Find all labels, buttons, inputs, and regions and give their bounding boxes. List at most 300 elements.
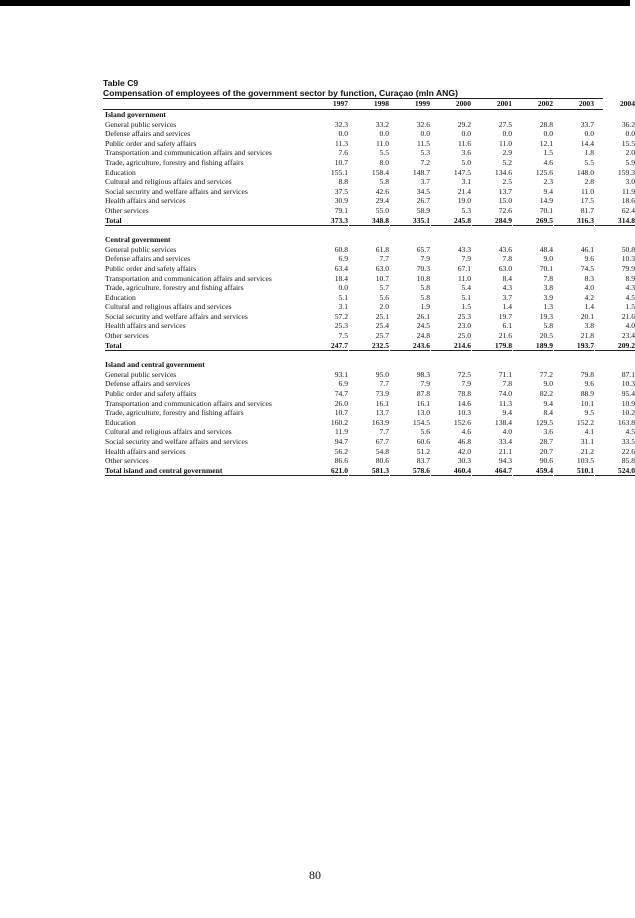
value-cell: 3.0 [625, 177, 635, 187]
value-cell: 3.8 [584, 321, 594, 331]
value-cell: 147.5 [453, 167, 471, 177]
value-cell: 18.6 [621, 196, 635, 206]
value-cell: 1.3 [543, 302, 553, 312]
value-cell: 62.4 [621, 205, 635, 215]
value-cell: 2.3 [543, 177, 553, 187]
value-cell: 8.4 [502, 273, 512, 283]
table-row [103, 389, 635, 399]
value-cell: 8.9 [625, 273, 635, 283]
table-id: Table C9 [103, 78, 139, 88]
row-label: Education [105, 167, 136, 177]
value-cell: 20.5 [539, 331, 553, 341]
value-cell: 134.6 [494, 167, 512, 177]
value-cell: 31.1 [580, 437, 594, 446]
value-cell: 5.5 [584, 157, 594, 167]
total-row [103, 215, 635, 226]
page-top-border [0, 0, 630, 6]
row-label: Trade, agriculture, forestry and fishing affairs [105, 283, 244, 293]
table-row [103, 446, 635, 457]
section-spacer [103, 350, 603, 360]
table-row [103, 331, 635, 341]
value-cell: 7.8 [543, 273, 553, 283]
row-label: Public order and safety affairs [105, 389, 197, 399]
value-cell: 0.0 [625, 129, 635, 139]
value-cell: 7.7 [379, 379, 389, 389]
row-label: General public services [105, 369, 177, 379]
value-cell: 24.5 [416, 321, 430, 331]
value-cell: 4.6 [461, 427, 471, 437]
year-header: 1997 [332, 99, 348, 108]
value-cell: 4.3 [625, 283, 635, 293]
table-row [103, 437, 635, 447]
value-cell: 10.8 [416, 273, 430, 283]
value-cell: 4.3 [502, 283, 512, 293]
value-cell: 209.2 [595, 341, 635, 352]
value-cell: 60.8 [334, 244, 348, 254]
value-cell: 22.6 [621, 446, 635, 456]
value-cell: 29.4 [375, 196, 389, 206]
value-cell: 30.9 [334, 196, 348, 206]
year-header: 2004 [619, 99, 635, 108]
table-row [103, 263, 635, 274]
value-cell: 2.0 [625, 148, 635, 158]
value-cell: 193.7 [554, 341, 594, 352]
value-cell: 11.0 [375, 138, 389, 148]
value-cell: 79.9 [621, 263, 635, 273]
value-cell: 8.0 [379, 157, 389, 167]
value-cell: 13.7 [375, 408, 389, 418]
value-cell: 138.4 [494, 417, 512, 427]
value-cell: 11.0 [457, 273, 471, 283]
value-cell: 0.0 [584, 129, 594, 139]
value-cell: 24.8 [416, 331, 430, 341]
row-label: Education [105, 417, 136, 427]
value-cell: 15.5 [621, 138, 635, 148]
value-cell: 27.5 [498, 119, 512, 129]
year-header: 2003 [578, 99, 594, 108]
value-cell: 37.5 [334, 186, 348, 196]
value-cell: 5.2 [502, 157, 512, 167]
value-cell: 86.6 [334, 456, 348, 466]
value-cell: 72.5 [457, 369, 471, 379]
value-cell: 10.3 [457, 408, 471, 418]
value-cell: 129.5 [535, 417, 553, 427]
value-cell: 7.8 [502, 254, 512, 264]
value-cell: 6.1 [502, 321, 512, 331]
value-cell: 464.7 [472, 466, 512, 477]
row-label: Public order and safety affairs [105, 263, 197, 273]
value-cell: 28.8 [539, 119, 553, 129]
value-cell: 79.8 [580, 369, 594, 379]
value-cell: 163.8 [617, 417, 635, 427]
value-cell: 5.7 [379, 283, 389, 293]
value-cell: 7.8 [502, 379, 512, 389]
value-cell: 46.8 [457, 437, 471, 446]
value-cell: 3.6 [543, 427, 553, 437]
table-row [103, 196, 635, 206]
value-cell: 6.9 [338, 379, 348, 389]
value-cell: 77.2 [539, 369, 553, 379]
compensation-table [103, 98, 635, 475]
value-cell: 148.7 [412, 167, 430, 177]
table-row [103, 244, 635, 255]
row-label: General public services [105, 119, 177, 129]
value-cell: 9.5 [584, 408, 594, 418]
value-cell: 0.0 [379, 129, 389, 139]
value-cell: 11.3 [334, 138, 348, 148]
table-row [103, 379, 635, 389]
row-label: Public order and safety affairs [105, 138, 197, 148]
table-title: Compensation of employees of the government sector by function, Curaçao (mln ANG) [103, 88, 458, 98]
table-row [103, 427, 635, 437]
value-cell: 10.9 [621, 398, 635, 408]
value-cell: 33.4 [498, 437, 512, 446]
value-cell: 19.3 [539, 311, 553, 321]
value-cell: 81.7 [580, 205, 594, 215]
value-cell: 80.6 [375, 456, 389, 466]
year-header: 2001 [496, 99, 512, 108]
value-cell: 621.0 [308, 466, 348, 477]
value-cell: 5.1 [338, 292, 348, 302]
page-number: 80 [309, 868, 321, 882]
row-label: Other services [105, 205, 149, 215]
value-cell: 154.5 [412, 417, 430, 427]
value-cell: 14.6 [457, 398, 471, 408]
value-cell: 243.6 [390, 341, 430, 352]
value-cell: 5.0 [461, 157, 471, 167]
value-cell: 10.2 [621, 408, 635, 418]
value-cell: 3.7 [420, 177, 430, 187]
value-cell: 1.4 [502, 302, 512, 312]
value-cell: 4.5 [625, 427, 635, 437]
value-cell: 3.7 [502, 292, 512, 302]
value-cell: 460.4 [431, 466, 471, 477]
value-cell: 5.3 [420, 148, 430, 158]
value-cell: 3.9 [543, 292, 553, 302]
value-cell: 46.1 [580, 244, 594, 254]
value-cell: 21.2 [580, 446, 594, 456]
value-cell: 70.3 [416, 263, 430, 273]
value-cell: 0.0 [338, 129, 348, 139]
table-caption [103, 78, 603, 98]
value-cell: 56.2 [334, 446, 348, 456]
value-cell: 16.1 [416, 398, 430, 408]
value-cell: 88.9 [580, 389, 594, 399]
value-cell: 21.1 [498, 446, 512, 456]
value-cell: 0.0 [420, 129, 430, 139]
value-cell: 4.5 [625, 292, 635, 302]
value-cell: 1.5 [625, 302, 635, 312]
value-cell: 7.5 [338, 331, 348, 341]
value-cell: 74.7 [334, 389, 348, 399]
row-label: Health affairs and services [105, 321, 186, 331]
value-cell: 5.8 [420, 283, 430, 293]
value-cell: 4.1 [584, 427, 594, 437]
row-label: Health affairs and services [105, 196, 186, 206]
value-cell: 2.9 [502, 148, 512, 158]
value-cell: 82.2 [539, 389, 553, 399]
value-cell: 8.8 [338, 177, 348, 187]
value-cell: 11.9 [334, 427, 348, 437]
table-row [103, 186, 635, 197]
row-label: Transportation and communication affairs and services [105, 148, 272, 158]
value-cell: 21.6 [621, 311, 635, 321]
section-spacer [103, 225, 603, 235]
value-cell: 9.4 [543, 186, 553, 196]
table-header-row [103, 98, 635, 110]
table-row [103, 283, 635, 293]
value-cell: 1.4 [584, 302, 594, 312]
value-cell: 152.2 [576, 417, 594, 427]
value-cell: 4.0 [502, 427, 512, 437]
value-cell: 63.0 [498, 263, 512, 273]
table-body [103, 110, 635, 475]
value-cell: 74.5 [580, 263, 594, 273]
value-cell: 54.8 [375, 446, 389, 456]
table-row [103, 369, 635, 380]
value-cell: 179.8 [472, 341, 512, 352]
table-row [103, 254, 635, 264]
value-cell: 15.0 [498, 196, 512, 206]
value-cell: 28.7 [539, 437, 553, 446]
value-cell: 9.6 [584, 254, 594, 264]
value-cell: 7.7 [379, 254, 389, 264]
value-cell: 12.1 [539, 138, 553, 148]
value-cell: 9.6 [584, 379, 594, 389]
value-cell: 510.1 [554, 466, 594, 477]
row-label: Central government [105, 235, 171, 245]
value-cell: 42.6 [375, 186, 389, 196]
value-cell: 6.9 [338, 254, 348, 264]
value-cell: 18.4 [334, 273, 348, 283]
value-cell: 63.0 [375, 263, 389, 273]
row-label: Cultural and religious affairs and services [105, 177, 232, 187]
value-cell: 20.7 [539, 446, 553, 456]
value-cell: 5.9 [625, 157, 635, 167]
value-cell: 10.7 [334, 408, 348, 418]
value-cell: 48.4 [539, 244, 553, 254]
value-cell: 7.9 [420, 379, 430, 389]
value-cell: 284.9 [472, 216, 512, 227]
row-label: Other services [105, 331, 149, 341]
value-cell: 25.3 [334, 321, 348, 331]
row-label: Health affairs and services [105, 446, 186, 456]
year-header: 2002 [537, 99, 553, 108]
value-cell: 83.7 [416, 456, 430, 466]
value-cell: 4.2 [584, 292, 594, 302]
row-label: Cultural and religious affairs and services [105, 302, 232, 312]
value-cell: 78.8 [457, 389, 471, 399]
value-cell: 2.0 [379, 302, 389, 312]
value-cell: 71.1 [498, 369, 512, 379]
value-cell: 152.6 [453, 417, 471, 427]
value-cell: 9.4 [543, 398, 553, 408]
value-cell: 57.2 [334, 311, 348, 321]
value-cell: 7.9 [461, 379, 471, 389]
value-cell: 1.8 [584, 148, 594, 158]
value-cell: 5.5 [379, 148, 389, 158]
table-row [103, 408, 635, 418]
value-cell: 163.9 [371, 417, 389, 427]
value-cell: 87.1 [621, 369, 635, 379]
value-cell: 10.7 [375, 273, 389, 283]
value-cell: 50.8 [621, 244, 635, 254]
value-cell: 245.8 [431, 216, 471, 227]
value-cell: 17.5 [580, 196, 594, 206]
value-cell: 25.3 [457, 311, 471, 321]
value-cell: 4.6 [543, 157, 553, 167]
value-cell: 73.9 [375, 389, 389, 399]
table-row [103, 456, 635, 466]
value-cell: 4.0 [625, 321, 635, 331]
table-row [103, 311, 635, 322]
value-cell: 1.5 [543, 148, 553, 158]
value-cell: 232.5 [349, 341, 389, 352]
value-cell: 70.1 [539, 205, 553, 215]
year-header: 1998 [373, 99, 389, 108]
value-cell: 2.5 [502, 177, 512, 187]
value-cell: 51.2 [416, 446, 430, 456]
table-row [103, 129, 635, 139]
value-cell: 7.2 [420, 157, 430, 167]
value-cell: 11.5 [416, 138, 430, 148]
value-cell: 5.8 [379, 177, 389, 187]
value-cell: 43.6 [498, 244, 512, 254]
value-cell: 11.3 [498, 398, 512, 408]
value-cell: 19.7 [498, 311, 512, 321]
value-cell: 5.1 [461, 292, 471, 302]
value-cell: 61.8 [375, 244, 389, 254]
value-cell: 148.0 [576, 167, 594, 177]
value-cell: 95.0 [375, 369, 389, 379]
value-cell: 314.8 [595, 216, 635, 227]
value-cell: 25.0 [457, 331, 471, 341]
value-cell: 524.0 [595, 466, 635, 477]
row-label: Education [105, 292, 136, 302]
table-row [103, 167, 635, 178]
row-label: Defense affairs and services [105, 379, 191, 389]
table-row [103, 417, 635, 428]
value-cell: 459.4 [513, 466, 553, 477]
value-cell: 103.5 [576, 456, 594, 466]
value-cell: 5.6 [379, 292, 389, 302]
row-label: Total [105, 341, 323, 352]
row-label: Defense affairs and services [105, 129, 191, 139]
value-cell: 98.3 [416, 369, 430, 379]
value-cell: 10.7 [334, 157, 348, 167]
value-cell: 155.1 [330, 167, 348, 177]
row-label: Social security and welfare affairs and services [105, 311, 248, 321]
value-cell: 25.7 [375, 331, 389, 341]
value-cell: 43.3 [457, 244, 471, 254]
value-cell: 5.3 [461, 205, 471, 215]
value-cell: 3.1 [338, 302, 348, 312]
row-label: Transportation and communication affairs and services [105, 273, 272, 283]
table-row [103, 148, 635, 158]
value-cell: 20.1 [580, 311, 594, 321]
value-cell: 159.3 [617, 167, 635, 177]
value-cell: 23.4 [621, 331, 635, 341]
value-cell: 16.1 [375, 398, 389, 408]
value-cell: 5.8 [420, 292, 430, 302]
value-cell: 33.7 [580, 119, 594, 129]
value-cell: 19.0 [457, 196, 471, 206]
value-cell: 578.6 [390, 466, 430, 477]
table-row [103, 138, 635, 149]
year-header: 2000 [455, 99, 471, 108]
value-cell: 7.9 [461, 254, 471, 264]
row-label: Total [105, 216, 323, 227]
value-cell: 90.6 [539, 456, 553, 466]
value-cell: 79.1 [334, 205, 348, 215]
value-cell: 26.1 [416, 311, 430, 321]
table-row [103, 273, 635, 284]
value-cell: 10.1 [580, 398, 594, 408]
value-cell: 34.5 [416, 186, 430, 196]
value-cell: 55.0 [375, 205, 389, 215]
value-cell: 4.0 [584, 283, 594, 293]
value-cell: 60.6 [416, 437, 430, 446]
value-cell: 9.4 [502, 408, 512, 418]
value-cell: 5.4 [461, 283, 471, 293]
value-cell: 373.3 [308, 216, 348, 227]
value-cell: 74.0 [498, 389, 512, 399]
value-cell: 3.1 [461, 177, 471, 187]
value-cell: 21.4 [457, 186, 471, 196]
section-heading [103, 110, 603, 120]
value-cell: 7.9 [420, 254, 430, 264]
value-cell: 36.2 [621, 119, 635, 129]
table-row [103, 292, 635, 303]
value-cell: 5.6 [420, 427, 430, 437]
row-label: Defense affairs and services [105, 254, 191, 264]
value-cell: 11.9 [621, 186, 635, 196]
value-cell: 316.3 [554, 216, 594, 227]
value-cell: 0.0 [338, 283, 348, 293]
row-label: Social security and welfare affairs and services [105, 186, 248, 196]
value-cell: 14.9 [539, 196, 553, 206]
value-cell: 7.7 [379, 427, 389, 437]
value-cell: 160.2 [330, 417, 348, 427]
value-cell: 158.4 [371, 167, 389, 177]
value-cell: 25.4 [375, 321, 389, 331]
value-cell: 10.3 [621, 379, 635, 389]
table-row [103, 398, 635, 409]
value-cell: 70.1 [539, 263, 553, 273]
value-cell: 26.7 [416, 196, 430, 206]
table-row [103, 157, 635, 168]
value-cell: 7.6 [338, 148, 348, 158]
value-cell: 1.9 [420, 302, 430, 312]
value-cell: 87.8 [416, 389, 430, 399]
value-cell: 269.5 [513, 216, 553, 227]
table-row [103, 177, 635, 187]
row-label: Social security and welfare affairs and services [105, 437, 248, 446]
value-cell: 67.7 [375, 437, 389, 446]
value-cell: 21.6 [498, 331, 512, 341]
row-label: Island and central government [105, 360, 205, 370]
value-cell: 32.3 [334, 119, 348, 129]
value-cell: 11.0 [498, 138, 512, 148]
value-cell: 58.9 [416, 205, 430, 215]
table-row [103, 321, 635, 331]
table-row [103, 119, 635, 130]
value-cell: 2.8 [584, 177, 594, 187]
value-cell: 3.6 [461, 148, 471, 158]
value-cell: 581.3 [349, 466, 389, 477]
row-label: Other services [105, 456, 149, 466]
value-cell: 23.0 [457, 321, 471, 331]
